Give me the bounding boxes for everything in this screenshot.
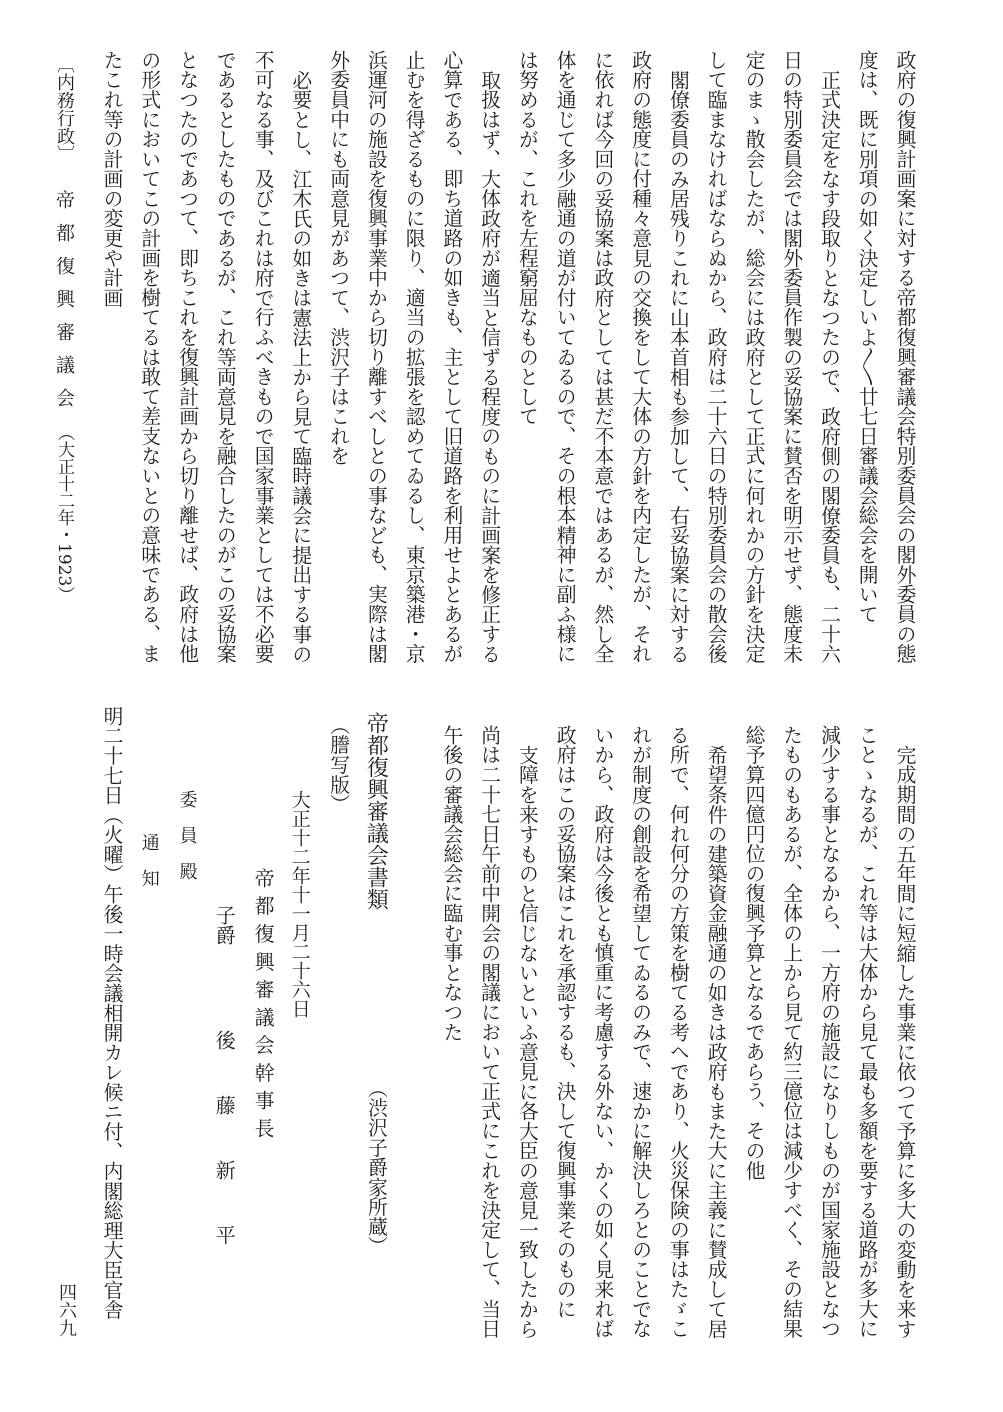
- document-date: 大正十二年十一月二十六日: [288, 790, 311, 1018]
- text-column: 正式決定をなす段取りとなつたので、政府側の閣僚委員も、二十六: [817, 69, 841, 664]
- text-column: の形式においてこの計画を樹てるは敢て差支ないとの意味である、ま: [137, 50, 161, 664]
- text-column: して臨まなければならぬから、政府は二十六日の特別委員会の散会後: [704, 50, 728, 664]
- text-column: たものもあるが、全体の上から見て約三億位は減少すべく、その結果: [779, 725, 803, 1339]
- sender-title: 帝都復興審議会幹事長: [251, 868, 275, 1146]
- text-column: 不可なる事、及びこれは府で行ふべきもので国家事業としては不必要: [251, 50, 275, 664]
- text-column: 浜運河の施設を復興事業中から切り離すべしとの事なども、実際は閣: [364, 50, 388, 664]
- text-column: いから、政府は今後とも慎重に考慮する外ない、かくの如く見来れば: [590, 725, 614, 1339]
- running-header-title: 帝都復興審議会: [53, 190, 75, 421]
- text-column: 減少する事となるから、一方府の施設になりしものが国家施設となつ: [817, 725, 841, 1339]
- text-column: 取扱はず、大体政府が適当と信ずる程度のものに計画案を修正する: [477, 69, 501, 664]
- text-column: 政府はこの妥協案はこれを承認するも、決して復興事業そのものに: [553, 725, 577, 1319]
- page-number: 四六九: [56, 1283, 77, 1337]
- document-body: 明二十七日（火曜）午後一時会議相開カレ候ニ付、内閣総理大臣官舎: [100, 706, 123, 1320]
- text-column: 心算である、即ち道路の如きも、主として旧道路を利用せよとあるが: [439, 50, 463, 664]
- text-column: 政府の態度に付種々意見の交換をして大体の方針を内定したが、それ: [628, 50, 652, 664]
- text-column: は努めるが、これを左程窮屈なものとして: [515, 50, 539, 427]
- document-format: （謄写版）: [326, 715, 350, 814]
- text-column: る所で、何れ何分の方策を樹てる考へであり、火災保険の事はたゞこ: [666, 725, 690, 1339]
- text-column: 完成期間の五年間に短縮した事業に依つて予算に多大の変動を来す: [893, 744, 916, 1339]
- text-column: となつたのであつて、即ちこれを復興計画から切り離せば、政府は他: [175, 50, 199, 664]
- text-column: 希望条件の建築資金融通の如きは政府もまた大に主義に賛成して居: [704, 744, 728, 1339]
- text-column: に依れば今回の妥協案は政府としては甚だ不本意ではあるが、然し全: [590, 50, 614, 664]
- text-column: 政府の復興計画案に対する帝都復興審議会特別委員会の閣外委員の態: [893, 50, 916, 664]
- text-column: 体を通じて多少融通の道が付いてゐるので、その根本精神に副ふ様に: [553, 50, 577, 664]
- text-column: 尚は二十七日午前中開会の閣議において正式にこれを決定して、当日: [477, 725, 501, 1339]
- text-column: 度は、既に別項の如く決定しいよ〳〵廿七日審議会総会を開いて: [855, 50, 879, 624]
- text-column: であるとしたものであるが、これ等両意見を融合したのがこの妥協案: [213, 50, 237, 664]
- running-header-section: 〔内務行政〕: [54, 55, 75, 163]
- text-column: ことゝなるが、これ等は大体から見て最も多額を要する道路が多大に: [855, 725, 879, 1339]
- text-column: 止むを得ざるものに限り、適当の拡張を認めてゐるし、東京築港・京: [402, 50, 426, 664]
- text-column: 定のまゝ散会したが、総会には政府として正式に何れかの方針を決定: [742, 50, 765, 664]
- text-column: 総予算四億円位の復興予算となるであらう、その他: [742, 725, 765, 1181]
- text-column: 午後の審議会総会に臨む事となつた: [439, 725, 463, 1042]
- text-column: たこれ等の計画の変更や計画: [100, 50, 123, 308]
- text-column: 必要とし、江木氏の如きは憲法上から見て臨時議会に提出する事の: [288, 69, 312, 664]
- addressee: 委 員 殿: [176, 790, 198, 880]
- text-column: 閣僚委員のみ居残りこれに山本首相も参加して、右妥協案に対する: [666, 69, 690, 664]
- text-column: 外委員中にも両意見があつて、渋沢子はこれを: [326, 50, 350, 466]
- running-header-year: （大正十二年・1923）: [54, 424, 74, 604]
- text-column: 日の特別委員会では閣外委員作製の妥協案に賛否を明示せず、態度未: [779, 50, 803, 664]
- sender-name: 後 藤 新 平: [212, 1030, 237, 1258]
- text-column: 支障を来すものと信じないといふ意見に各大臣の意見一致したから: [515, 744, 539, 1339]
- document-title: 帝都復興審議会書類: [363, 712, 389, 910]
- text-column: れが制度の創設を希望してゐるのみで、速かに解決しろとのことでな: [628, 725, 652, 1339]
- document-source: （渋沢子爵家所蔵）: [364, 1078, 388, 1257]
- sender-rank: 子爵: [212, 905, 237, 945]
- document-subject: 通 知: [138, 833, 160, 887]
